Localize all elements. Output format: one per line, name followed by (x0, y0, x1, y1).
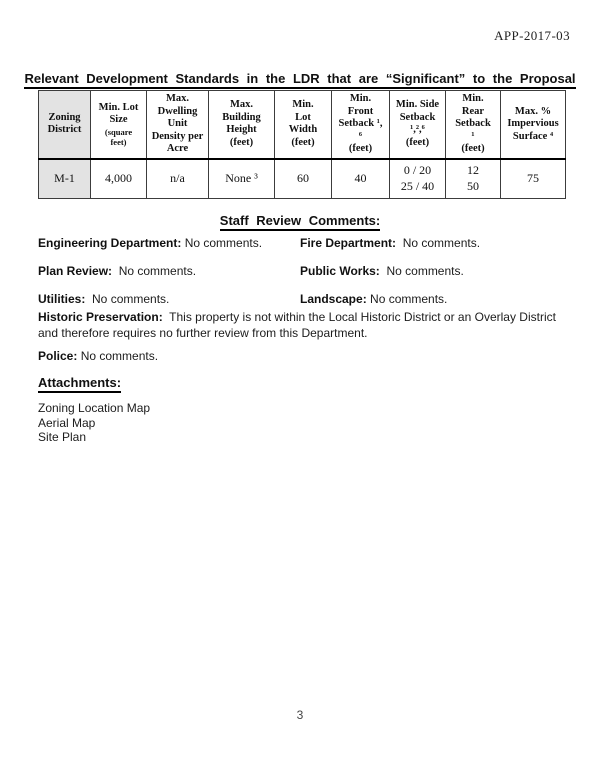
comment-plan-review (38, 264, 300, 279)
comment-label: Historic Preservation: (38, 310, 163, 324)
attachments-list: Zoning Location Map Aerial Map Site Plan (38, 401, 151, 444)
col-header-zoning-district (39, 91, 91, 159)
col-header-max-building-height (209, 91, 275, 159)
comment-text: No comments. (92, 292, 170, 306)
cell-max-impervious-surface: 75 (501, 159, 566, 199)
cell-min-lot-width: 60 (275, 159, 332, 199)
cell-max-building-height: None ³ (209, 159, 275, 199)
comment-label: Utilities: (38, 292, 86, 306)
comment-label: Fire Department: (300, 236, 397, 250)
staff-review-heading-row (0, 212, 600, 231)
historic-preservation-paragraph (38, 310, 566, 341)
comment-landscape (300, 292, 566, 307)
col-header-max-dwelling-density (147, 91, 209, 159)
comment-label: Police: (38, 349, 78, 363)
cell-min-front-setback: 40 (332, 159, 390, 199)
page-number: 3 (296, 708, 304, 722)
comment-label: Public Works: (300, 264, 380, 278)
cell-min-rear-setback: 12 50 (446, 159, 501, 199)
staff-review-heading: Staff Review Comments: (220, 213, 380, 231)
attachments-heading-row (38, 374, 121, 393)
col-header-label: Min. Lot Width (feet) (288, 99, 318, 149)
comment-text: This property is not within the Local Historic District or an Overlay District and therefore requires no further review from this Department. (38, 310, 556, 340)
col-header-min-lot-size (91, 91, 147, 159)
col-header-min-front-setback (332, 91, 390, 159)
col-header-label: Max. Building Height (feet) (222, 99, 261, 149)
col-header-label: Max. Dwelling Unit Density per Acre (151, 93, 204, 155)
comment-label: Plan Review: (38, 264, 113, 278)
comment-text: No comments. (386, 264, 464, 278)
col-header-min-side-setback (390, 91, 446, 159)
col-header-min-rear-setback (446, 91, 501, 159)
col-header-label: Min. Front Setback ¹, ⁶ (feet) (338, 93, 383, 155)
comment-text: No comments. (80, 349, 159, 363)
col-header-sublabel: (square feet) (104, 126, 133, 148)
comment-utilities (38, 292, 300, 307)
comment-fire (300, 236, 566, 251)
comment-label: Engineering Department: (38, 236, 182, 250)
comment-label: Landscape: (300, 292, 367, 306)
col-header-label: Max. % Impervious Surface ⁴ (507, 105, 559, 142)
comment-text: No comments. (370, 292, 448, 306)
police-comment (38, 349, 566, 365)
col-header-label: Zoning District (47, 111, 82, 136)
cell-max-dwelling-density: n/a (147, 159, 209, 199)
comment-engineering (38, 236, 300, 251)
col-header-label: Min. Lot Size (98, 101, 139, 126)
col-header-max-impervious-surface (501, 91, 566, 159)
table-header-row (39, 91, 566, 159)
table-row (39, 159, 566, 199)
cell-zoning-district: M-1 (39, 159, 91, 199)
application-reference-number: APP-2017-03 (494, 28, 570, 43)
standards-section-title: Relevant Development Standards in the LDR that are “Significant” to the Proposal (24, 71, 575, 89)
col-header-min-lot-width (275, 91, 332, 159)
col-header-label: Min. Rear Setback ¹ (feet) (455, 93, 491, 155)
comment-text: No comments. (402, 236, 481, 250)
comment-text: No comments. (118, 264, 197, 278)
comment-text: No comments. (184, 236, 263, 250)
attachments-heading: Attachments: (38, 375, 121, 393)
cell-min-lot-size: 4,000 (91, 159, 147, 199)
comment-public-works (300, 264, 566, 279)
cell-min-side-setback: 0 / 20 25 / 40 (390, 159, 446, 199)
col-header-label: Min. Side Setback ¹,²,⁶ (feet) (395, 99, 440, 149)
standards-title-row (0, 70, 600, 89)
staff-comments-grid (38, 236, 566, 307)
development-standards-table (38, 90, 566, 199)
